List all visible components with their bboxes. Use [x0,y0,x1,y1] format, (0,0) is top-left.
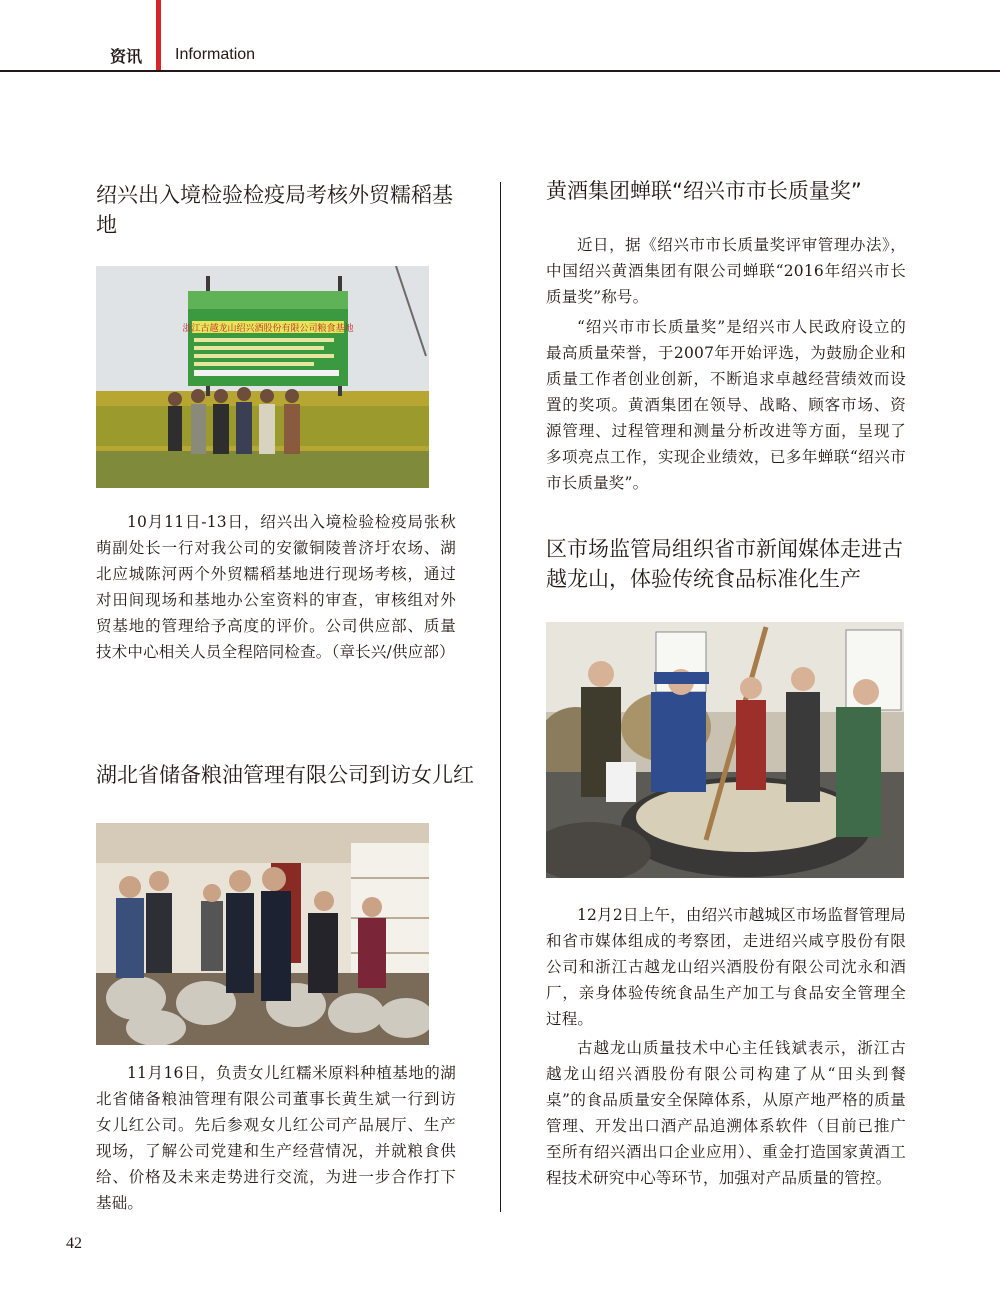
article-title: 黄酒集团蝉联“绍兴市市长质量奖” [546,179,862,203]
article-title: 绍兴出入境检验检疫局考核外贸糯稻基地 [96,183,453,237]
article-paragraph: 古越龙山质量技术中心主任钱斌表示，浙江古越龙山绍兴酒股份有限公司构建了从“田头到餐桌”的食品质量安全保障体系，从原产地严格的质量管理、开发出口酒产品追溯体系软件（目前已推广至所有绍兴酒出口企业应用）、重金打造国家黄酒工程技术研究中心等环节，加强对产品质量的管控。 [546,1039,906,1187]
article-paragraph: 12月2日上午，由绍兴市越城区市场监督管理局和省市媒体组成的考察团，走进绍兴咸亨股份有限公司和浙江古越龙山绍兴酒股份有限公司沈永和酒厂，亲身体验传统食品生产加工与食品安全管理全过程。 [546,906,906,1028]
article-photo-brewing [546,622,904,878]
article-title: 湖北省储备粮油管理有限公司到访女儿红 [96,763,474,787]
section-label-cn: 资讯 [110,47,143,66]
sign-text: 浙江古越龙山绍兴酒股份有限公司粮食基地 [182,324,354,334]
column-divider [500,182,501,1212]
article-title: 区市场监管局组织省市新闻媒体走进古越龙山，体验传统食品标准化生产 [546,537,903,591]
article-paragraph: 近日，据《绍兴市市长质量奖评审管理办法》，中国绍兴黄酒集团有限公司蝉联“2016年绍兴市长质量奖”称号。 [546,236,906,306]
header-rule [0,70,1000,72]
article-photo-rice-field [96,266,429,488]
article-paragraph: 11月16日，负责女儿红糯米原料种植基地的湖北省储备粮油管理有限公司董事长黄生斌一行到访女儿红公司。先后参观女儿红公司产品展厅、生产现场，了解公司党建和生产经营情况，并就粮食供给、价格及未来走势进行交流，为进一步合作打下基础。 [96,1064,456,1212]
header-accent-bar [156,0,161,70]
section-label-en: Information [175,46,256,63]
page-number: 42 [66,1235,82,1252]
article-paragraph: 10月11日-13日，绍兴出入境检验检疫局张秋萌副处长一行对我公司的安徽铜陵普济圩农场、湖北应城陈河两个外贸糯稻基地进行现场考核，通过对田间现场和基地办公室资料的审查，审核组对外贸基地的管理给予高度的评价。公司供应部、质量技术中心相关人员全程陪同检查。（章长兴/供应部） [96,513,456,661]
article-photo-wine-hall [96,823,429,1045]
article-paragraph: “绍兴市市长质量奖”是绍兴市人民政府设立的最高质量荣誉，于2007年开始评选，为鼓励企业和质量工作者创业创新，不断追求卓越经营绩效而设置的奖项。黄酒集团在领导、战略、顾客市场、资源管理、过程管理和测量分析改进等方面，呈现了多项亮点工作，实现企业绩效，已多年蝉联“绍兴市市长质量奖”。 [546,318,906,492]
